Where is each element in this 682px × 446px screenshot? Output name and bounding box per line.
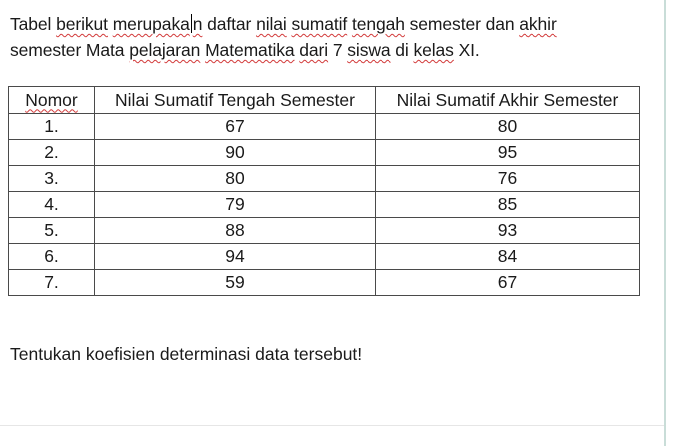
cell-midterm[interactable]: 79	[95, 192, 376, 218]
intro-line-2	[10, 37, 660, 63]
text-run: Tabel	[10, 14, 57, 34]
text-run: semester dan	[404, 14, 520, 34]
cell-final[interactable]: 80	[376, 114, 640, 140]
cell-final[interactable]: 76	[376, 166, 640, 192]
cell-midterm[interactable]: 59	[95, 270, 376, 296]
misspelled-word[interactable]: pelajaran	[129, 40, 201, 60]
misspelled-word[interactable]: kelas	[413, 40, 454, 60]
intro-line-1	[10, 11, 660, 37]
cell-final[interactable]: 67	[376, 270, 640, 296]
misspelled-word[interactable]: nilai	[256, 14, 287, 34]
table-row	[9, 270, 640, 296]
header-label: Nilai Sumatif Akhir Semester	[396, 89, 619, 110]
table-header-row	[9, 87, 640, 114]
header-number[interactable]	[9, 87, 95, 114]
table-row	[9, 140, 640, 166]
text-run: semester Mata	[10, 40, 130, 60]
right-margin-strip	[666, 0, 682, 446]
cell-final[interactable]: 85	[376, 192, 640, 218]
question-text: Tentukan koefisien determinasi data tersebut!	[10, 343, 363, 364]
table-row	[9, 192, 640, 218]
word-part: merupaka	[112, 14, 190, 34]
misspelled-word[interactable]: berikut	[56, 14, 108, 34]
header-label: Nomor	[25, 89, 78, 110]
cell-midterm[interactable]: 94	[95, 244, 376, 270]
header-label: Nilai Sumatif Tengah Semester	[115, 89, 355, 110]
misspelled-word[interactable]: sumatif	[291, 14, 348, 34]
cell-final[interactable]: 93	[376, 218, 640, 244]
cell-number[interactable]: 5.	[9, 218, 95, 244]
header-final[interactable]	[376, 87, 640, 114]
intro-paragraph	[10, 11, 660, 63]
misspelled-word[interactable]: siswa	[347, 40, 391, 60]
table-row	[9, 114, 640, 140]
cell-midterm[interactable]: 67	[95, 114, 376, 140]
cell-number[interactable]: 4.	[9, 192, 95, 218]
misspelled-word[interactable]: dari	[299, 40, 329, 60]
cell-number[interactable]: 3.	[9, 166, 95, 192]
misspelled-word[interactable]: tengah	[351, 14, 405, 34]
misspelled-word[interactable]: akhir	[519, 14, 557, 34]
table-row	[9, 244, 640, 270]
misspelled-word[interactable]: Matematika	[205, 40, 295, 60]
cell-number[interactable]: 2.	[9, 140, 95, 166]
table-row	[9, 218, 640, 244]
cell-midterm[interactable]: 80	[95, 166, 376, 192]
text-run: 7	[328, 40, 348, 60]
text-cursor	[191, 14, 192, 33]
bottom-divider	[0, 425, 664, 426]
cell-final[interactable]: 84	[376, 244, 640, 270]
header-midterm[interactable]	[95, 87, 376, 114]
text-run: XI.	[453, 40, 480, 60]
cell-number[interactable]: 6.	[9, 244, 95, 270]
cell-number[interactable]: 1.	[9, 114, 95, 140]
scores-table	[8, 86, 640, 296]
cell-midterm[interactable]: 88	[95, 218, 376, 244]
word-part: n	[192, 14, 203, 34]
text-run: daftar	[202, 14, 257, 34]
cell-number[interactable]: 7.	[9, 270, 95, 296]
cell-final[interactable]: 95	[376, 140, 640, 166]
misspelled-word[interactable]	[113, 14, 203, 34]
cell-midterm[interactable]: 90	[95, 140, 376, 166]
table-row	[9, 166, 640, 192]
text-run: di	[390, 40, 414, 60]
